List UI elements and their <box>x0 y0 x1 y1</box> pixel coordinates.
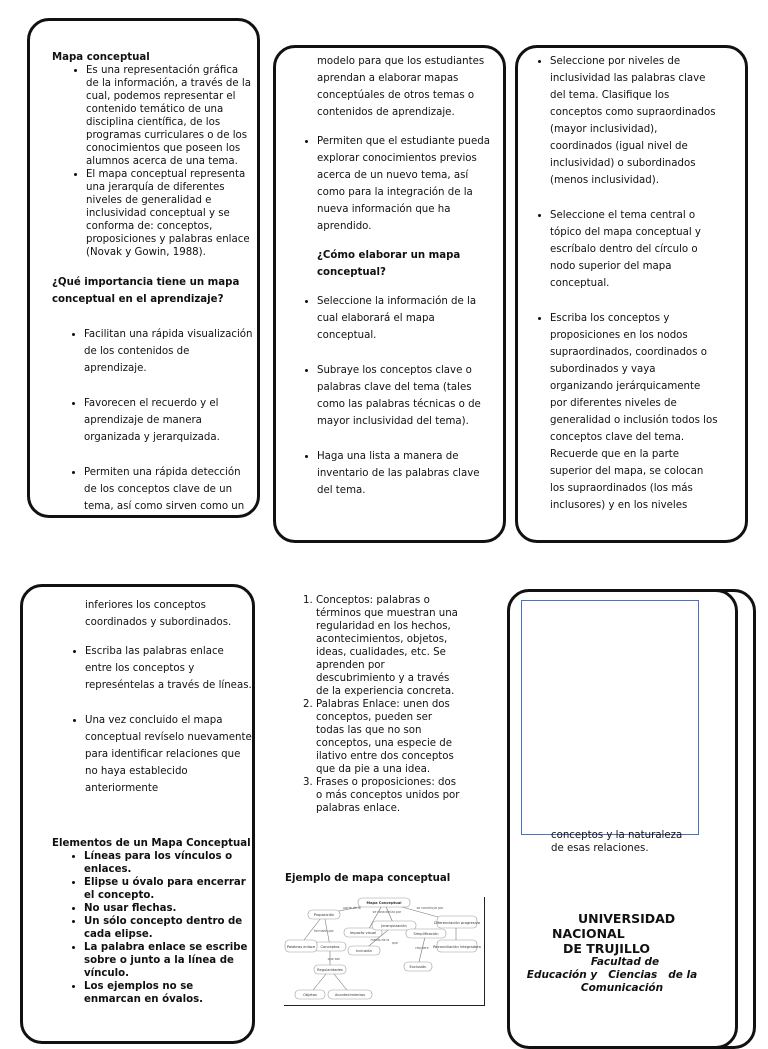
node-label: Reconciliación integradora <box>433 945 481 949</box>
link-label: se construye por <box>416 906 444 910</box>
node-label: Conceptos <box>320 945 340 949</box>
panel-4-content <box>53 597 253 815</box>
panel-4-continuation: inferiores los conceptos coordinados y subordinados. <box>85 600 232 628</box>
panel-2-heading: ¿Cómo elaborar un mapa conceptual? <box>317 250 461 278</box>
node-label: Objetos <box>303 993 317 997</box>
list-item: • La palabra enlace se escribe sobre o junto a la línea de vínculo. <box>84 941 252 980</box>
node-label: Jerarquización <box>381 924 407 928</box>
list-item: • Un sólo concepto dentro de cada elipse. <box>84 915 252 941</box>
panel-1-title: Mapa conceptual <box>52 52 150 63</box>
concept-map-svg <box>284 897 484 1005</box>
list-item: • Permiten una rápida detección de los conceptos clave de un tema, así como sirven como un <box>84 464 254 515</box>
link-label: que <box>391 941 399 945</box>
concept-map-diagram <box>284 897 485 1006</box>
list-item: • No usar flechas. <box>84 902 252 915</box>
elements-section <box>52 837 252 1006</box>
node-label: Regularidades <box>317 968 343 972</box>
node-label: Acontecimientos <box>335 993 365 997</box>
link-label: medio de la <box>370 938 390 942</box>
node-label: Impacto visual <box>349 931 377 935</box>
panel-3-content <box>518 53 718 532</box>
cover-image-frame <box>521 600 699 835</box>
list-item: • Escriba las palabras enlace entre los conceptos y represéntelas a través de líneas. <box>85 643 253 694</box>
link-label: se caracteriza por <box>372 910 402 914</box>
node-label: Proposición <box>313 913 335 917</box>
list-item: • Subraye los conceptos clave o palabras clave del tema (tales como las palabras técnicas o de mayor inclusividad del tema). <box>317 362 497 430</box>
list-item: • Una vez concluido el mapa conceptual revíselo nuevamente para identificar relaciones que no haya establecido anteriormente <box>85 712 253 797</box>
list-item: • Es una representación gráfica de la información, a través de la cual, podemos representar el contenido temático de una disciplina científica, de los programas curriculares o de los conocimientos que poseen los alumnos acerca de una tema. <box>86 64 254 168</box>
list-item: 3. Frases o proposiciones: dos o más conceptos unidos por palabras enlace. <box>316 776 462 815</box>
list-item: • Los ejemplos no se enmarcan en óvalos. <box>84 980 252 1006</box>
node-label: Simplificación <box>413 932 439 936</box>
university-name-line-3: DE TRUJILLO <box>563 941 650 956</box>
node-label: Diferenciación progresiva <box>434 921 480 925</box>
cover-partial-text: conceptos y la naturaleza de esas relaciones. <box>551 830 683 854</box>
list-item: • Permiten que el estudiante pueda explorar conocimientos previos acerca de un nuevo tema, así como para la integración de la nueva información que ha aprendido. <box>317 133 497 235</box>
list-item: • El mapa conceptual representa una jerarquía de diferentes niveles de generalidad e inclusividad conceptual y se conforma de: conceptos, proposiciones y palabras enlace (Novak y Gowin, 1988). <box>86 168 254 259</box>
node-label: Inclusión <box>356 949 372 953</box>
panel-1-heading-2: ¿Qué importancia tiene un mapa conceptual en el aprendizaje? <box>52 277 240 305</box>
list-item: • Facilitan una rápida visualización de los contenidos de aprendizaje. <box>84 326 254 377</box>
elements-title: Elementos de un Mapa Conceptual <box>52 838 251 849</box>
list-item: • Líneas para los vínculos o enlaces. <box>84 850 252 876</box>
panel-1-content <box>52 51 254 259</box>
faculty-line-3: Comunicación <box>580 982 664 994</box>
list-item: • Seleccione por niveles de inclusividad las palabras clave del tema. Clasifique los conceptos como supraordinados (mayor inclusividad), coordinados (igual nivel de inclusividad) o subordinados (menos inclusividad). <box>550 53 718 189</box>
university-name-line-1: UNIVERSIDAD <box>578 911 676 926</box>
numbered-list <box>286 594 462 815</box>
example-title: Ejemplo de mapa conceptual <box>285 873 451 884</box>
node-label: Mapa Conceptual <box>366 901 402 905</box>
node-label: Palabras enlace <box>286 945 316 949</box>
list-item: • Elipse u óvalo para encerrar el concepto. <box>84 876 252 902</box>
list-item: • Seleccione la información de la cual elaborará el mapa conceptual. <box>317 293 497 344</box>
list-item: • Escriba los conceptos y proposiciones en los nodos supraordinados, coordinados o subordinados y vaya organizando jerárquicamente por diferentes niveles de generalidad o inclusión todos los conceptos clave del tema. Recuerde que en la parte superior del mapa, se colocan los supraordinados (los más inclusores) y en los niveles <box>550 310 718 514</box>
link-label: requiere <box>415 946 429 950</box>
list-item: • Seleccione el tema central o tópico del mapa conceptual y escríbalo dentro del círculo o nodo superior del mapa conceptual. <box>550 207 718 292</box>
list-item: 1. Conceptos: palabras o términos que muestran una regularidad en los hechos, acontecimientos, objetos, ideas, cualidades, etc. Se aprenden por descubrimiento y a través de la experiencia concreta. <box>316 594 462 698</box>
link-label: que son <box>327 957 341 961</box>
faculty-line-1: Facultad de <box>590 956 660 968</box>
faculty-line-2: Educación y Ciencias de la <box>526 969 698 981</box>
list-item: • Favorecen el recuerdo y el aprendizaje de manera organizada y jerarquizada. <box>84 395 254 446</box>
panel-2-continuation: modelo para que los estudiantes aprendan a elaborar mapas conceptúales de otros temas o contenidos de aprendizaje. <box>317 56 485 118</box>
link-label: parte de la <box>343 906 361 910</box>
link-label: formada por <box>314 929 334 933</box>
node-label: Exclusión <box>409 965 427 969</box>
panel-1-section-2 <box>52 274 254 533</box>
list-item: • Haga una lista a manera de inventario de las palabras clave del tema. <box>317 448 497 499</box>
university-name-line-2: NACIONAL <box>552 926 625 941</box>
list-item: 2. Palabras Enlace: unen dos conceptos, pueden ser todas las que no son conceptos, una especie de ilativo entre dos conceptos que da pie a una idea. <box>316 698 462 776</box>
panel-2-content <box>285 53 497 517</box>
